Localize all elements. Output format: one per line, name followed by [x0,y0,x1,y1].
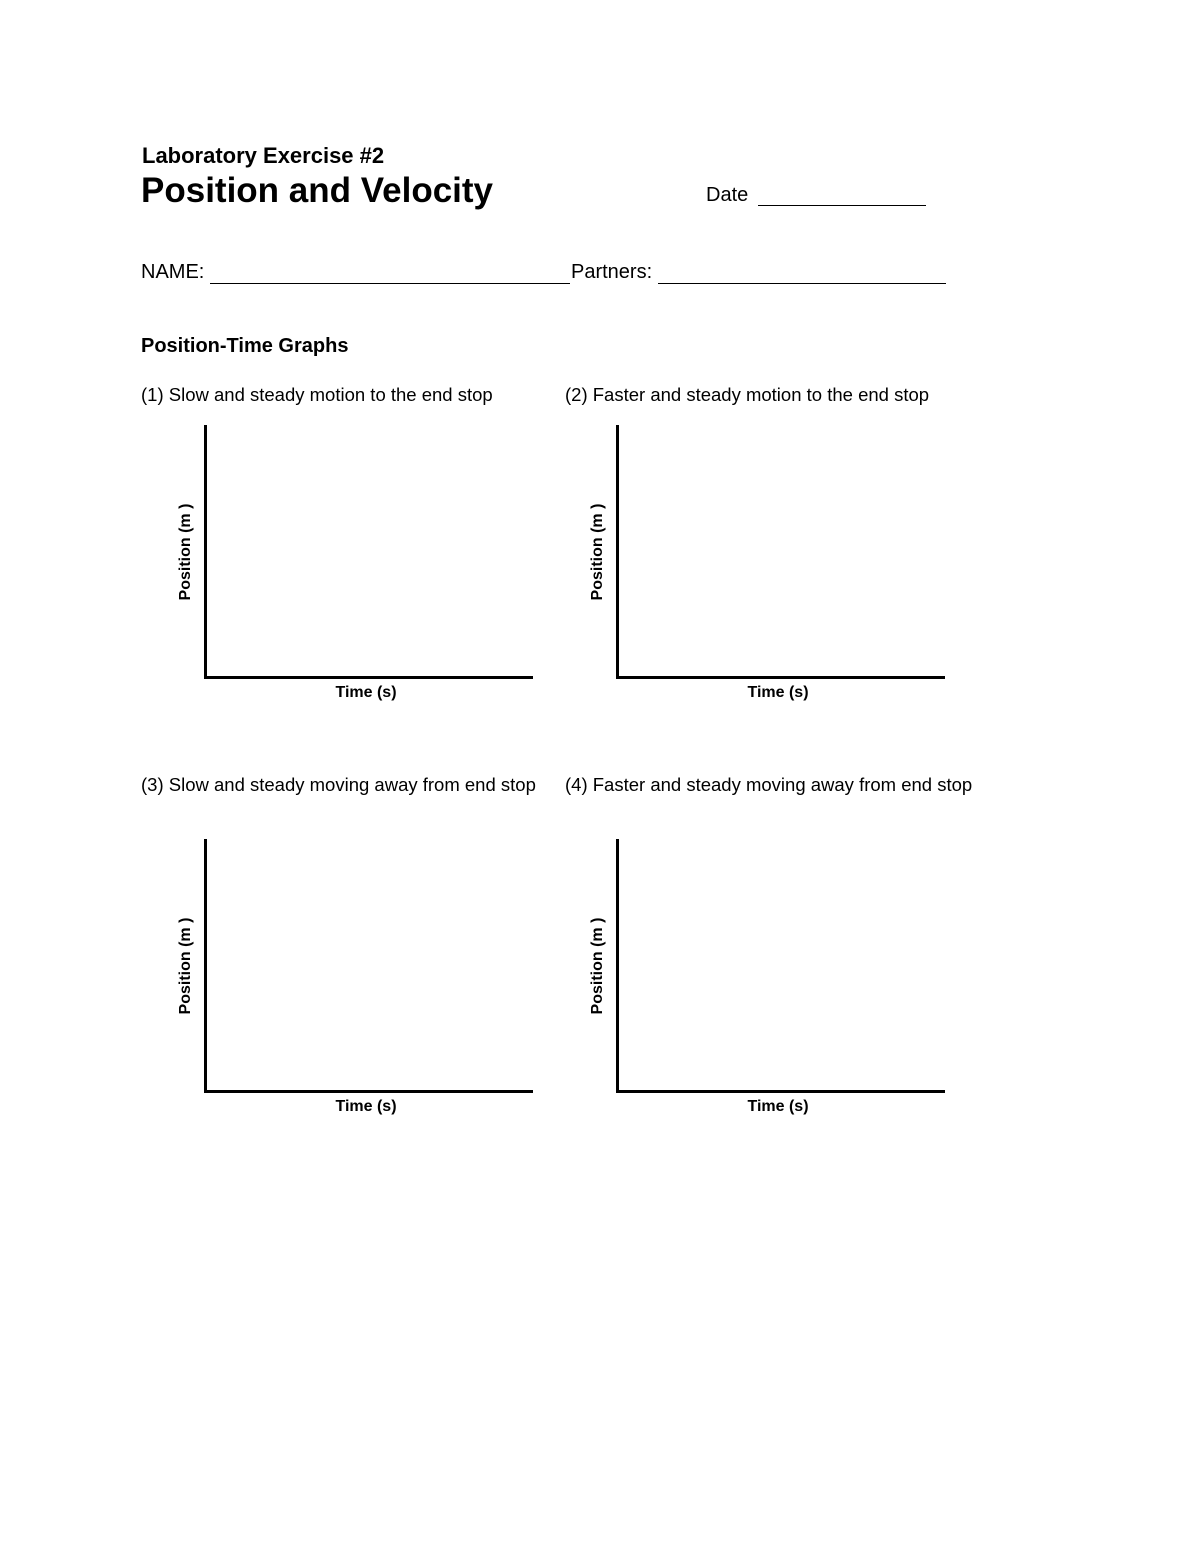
section-heading: Position-Time Graphs [141,335,349,357]
x-axis [204,1090,533,1093]
blank-graph-2[interactable] [588,425,928,701]
name-field[interactable] [210,283,570,284]
date-field[interactable] [758,205,926,206]
graph-caption-3: (3) Slow and steady moving away from end stop [141,774,536,795]
blank-graph-4[interactable] [588,839,928,1115]
y-axis-label: Position (m ) [177,917,194,1015]
x-axis-label: Time (s) [335,1098,397,1115]
page-title: Position and Velocity [141,171,494,210]
x-axis [204,676,533,679]
x-axis-label: Time (s) [747,684,809,701]
partners-label: Partners: [571,261,653,283]
x-axis-label: Time (s) [335,684,397,701]
y-axis [616,839,619,1093]
y-axis-label: Position (m ) [589,503,606,601]
y-axis [204,425,207,679]
y-axis [616,425,619,679]
y-axis-label: Position (m ) [177,503,194,601]
exercise-label: Laboratory Exercise #2 [142,143,385,168]
partners-field[interactable] [658,283,946,284]
name-label: NAME: [141,261,205,283]
graph-caption-4: (4) Faster and steady moving away from end stop [565,774,973,795]
blank-graph-3[interactable] [176,839,516,1115]
graph-caption-1: (1) Slow and steady motion to the end stop [141,384,493,405]
date-label: Date [706,184,749,206]
y-axis-label: Position (m ) [589,917,606,1015]
graph-caption-2: (2) Faster and steady motion to the end stop [565,384,930,405]
x-axis [616,1090,945,1093]
blank-graph-1[interactable] [176,425,516,701]
x-axis-label: Time (s) [747,1098,809,1115]
x-axis [616,676,945,679]
y-axis [204,839,207,1093]
